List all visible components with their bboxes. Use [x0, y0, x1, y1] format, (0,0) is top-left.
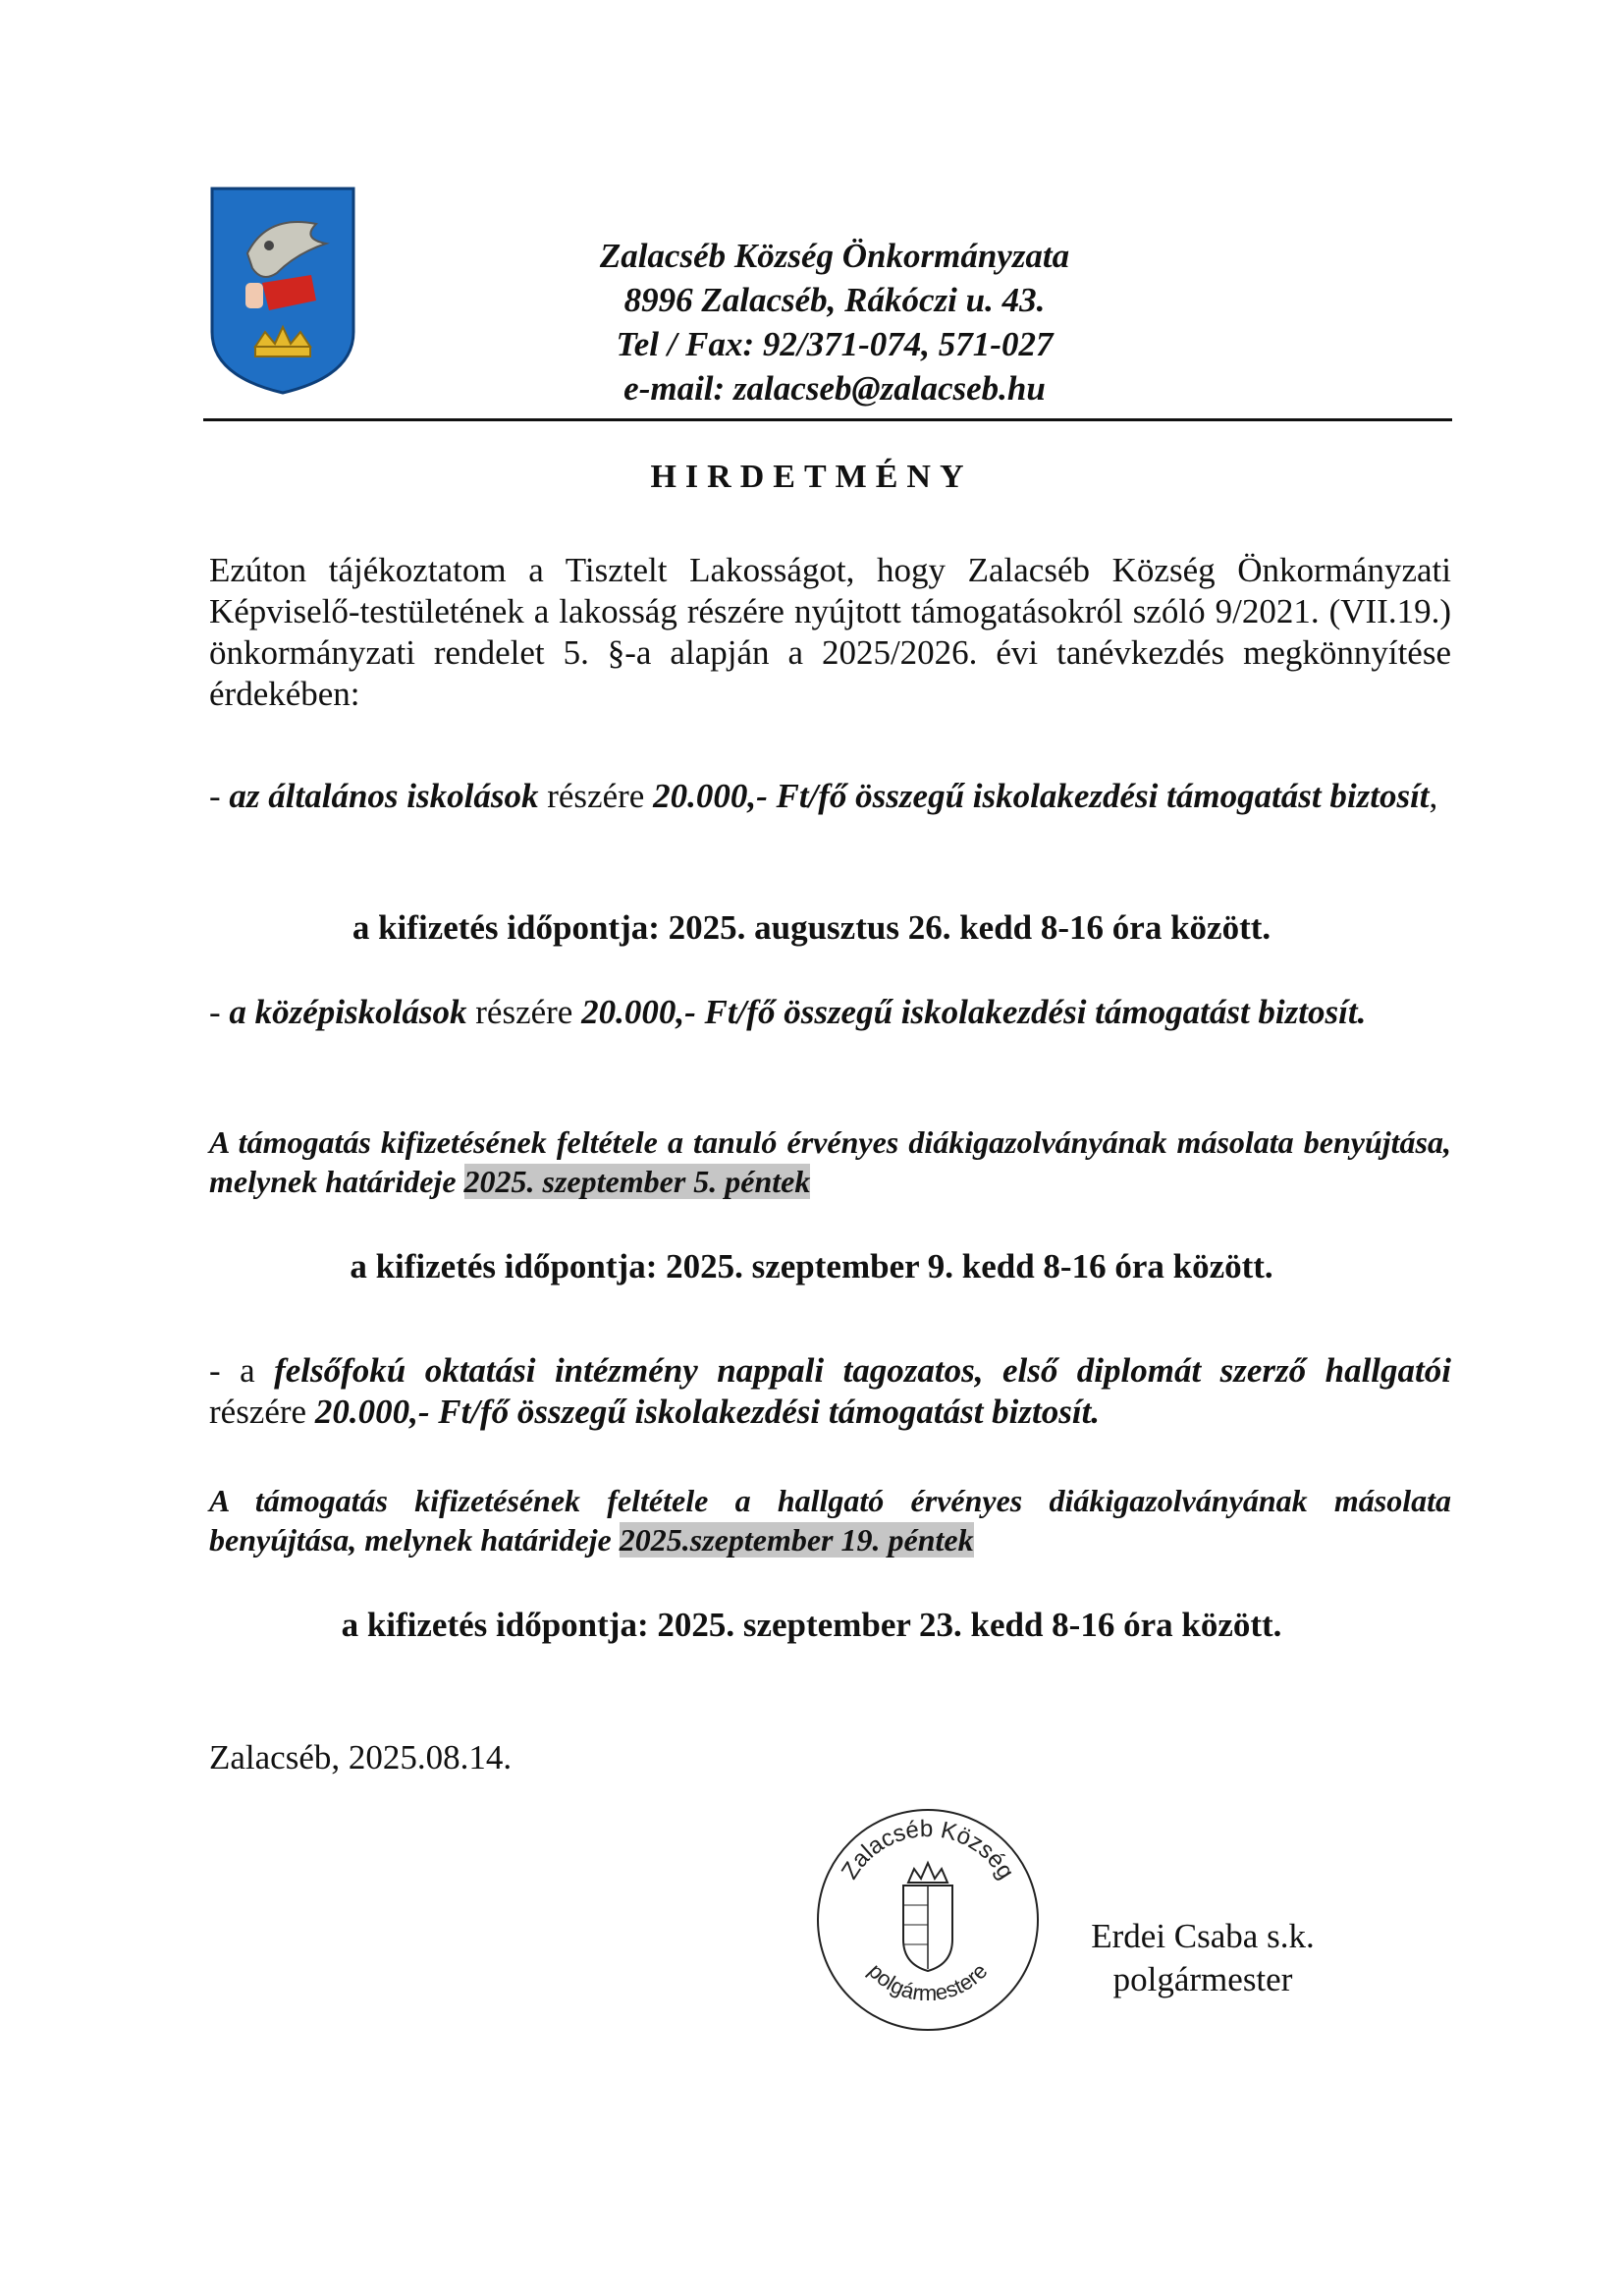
deadline-highlight: 2025.szeptember 19. péntek: [619, 1522, 974, 1558]
email: e-mail: zalacseb@zalacseb.hu: [623, 369, 1046, 408]
phone-fax: Tel / Fax: 92/371-074, 571-027: [616, 325, 1054, 363]
coat-of-arms-icon: [208, 185, 357, 396]
signatory-name: Erdei Csaba s.k.: [1091, 1917, 1315, 1955]
stamp-top-text: Zalacséb Község: [836, 1815, 1020, 1885]
payment-date-1: a kifizetés időpontja: 2025. augusztus 26. kedd 8-16 óra között.: [352, 908, 1271, 947]
stamp-bottom-text: polgármestere: [863, 1958, 993, 2006]
deadline-highlight: 2025. szeptember 5. péntek: [463, 1164, 811, 1199]
letterhead: [412, 234, 1257, 410]
address: 8996 Zalacséb, Rákóczi u. 43.: [623, 281, 1046, 319]
document-title: HIRDETMÉNY: [650, 459, 973, 495]
header-divider: [203, 418, 1452, 421]
list-item-primary-school: - az általános iskolások részére 20.000,- Ft/fő összegű iskolakezdési támogatást biztosít,: [209, 777, 1438, 815]
signatory-role: polgármester: [1112, 1960, 1293, 1998]
list-item-secondary-school: - a középiskolások részére 20.000,- Ft/fő összegű iskolakezdési támogatást biztosít.: [209, 993, 1367, 1031]
condition-paragraph-2: A támogatás kifizetésének feltétele a hallgató érvényes diákigazolványának másolata benyújtása, melynek határideje 2025.szeptember 19. péntek: [209, 1483, 1451, 1558]
list-item-higher-education: - a felsőfokú oktatási intézmény nappali tagozatos, első diplomát szerző hallgatói részére 20.000,- Ft/fő összegű iskolakezdési támogatást biztosít.: [209, 1351, 1451, 1431]
payment-date-2: a kifizetés időpontja: 2025. szeptember 9. kedd 8-16 óra között.: [350, 1247, 1273, 1285]
condition-paragraph-1: A támogatás kifizetésének feltétele a tanuló érvényes diákigazolványának másolata benyújtása, melynek határideje 2025. szeptember 5. péntek: [209, 1124, 1451, 1199]
signature-block: [1065, 1915, 1340, 2001]
municipality-name: Zalacséb Község Önkormányzata: [599, 237, 1070, 275]
hungarian-coat-of-arms-stamp-icon: [810, 1802, 1046, 2038]
place-and-date: Zalacséb, 2025.08.14.: [209, 1738, 513, 1777]
svg-text:Zalacséb Község: [837, 1816, 1019, 1885]
payment-date-3: a kifizetés időpontja: 2025. szeptember 23. kedd 8-16 óra között.: [341, 1606, 1282, 1644]
intro-paragraph: Ezúton tájékoztatom a Tisztelt Lakosságot, hogy Zalacséb Község Önkormányzati Képviselő-testületének a lakosság részére nyújtott támogatásokról szóló 9/2021. (VII.19.) önkormányzati rendelet 5. §-a alapján a 2025/2026. évi tanévkezdés megkönnyítése érdekében:: [209, 551, 1451, 713]
